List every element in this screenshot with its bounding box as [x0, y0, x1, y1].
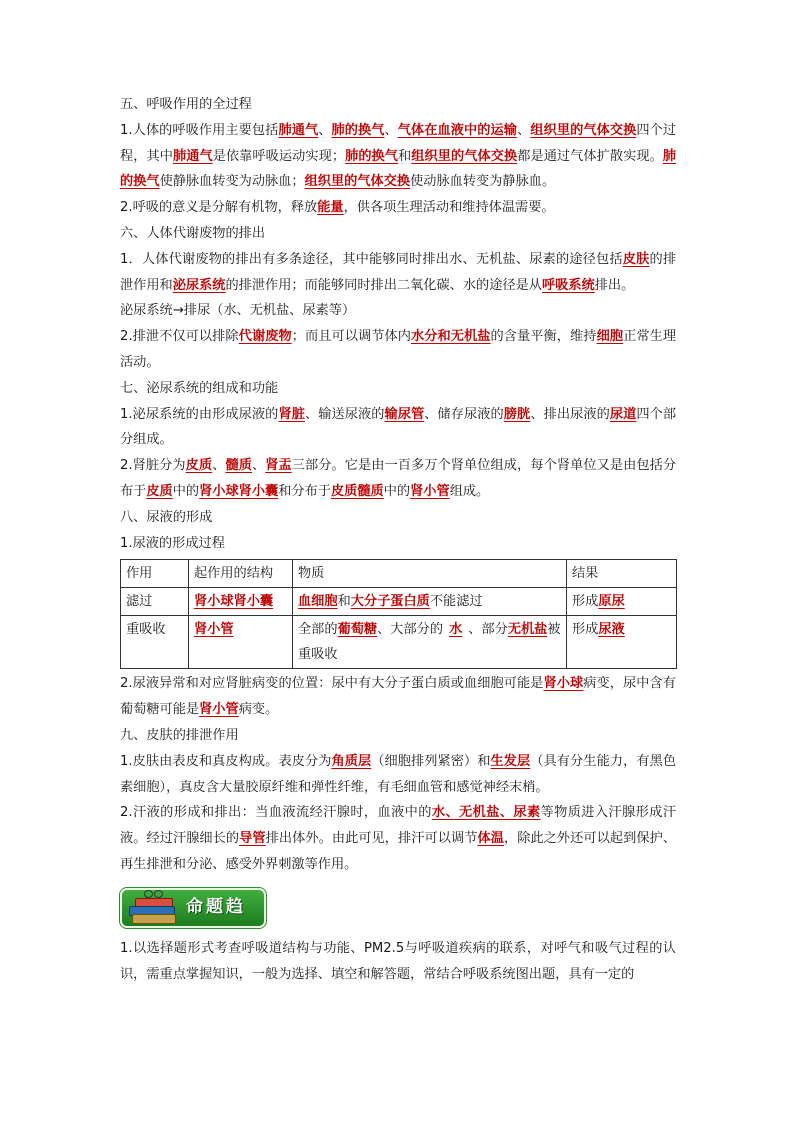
table-cell: 滤过 — [121, 588, 189, 616]
table-cell: 重吸收 — [121, 616, 189, 669]
section-title: 六、人体代谢废物的排出 — [120, 225, 266, 241]
table-cell — [189, 588, 293, 616]
answer-text: 尿液 — [598, 622, 625, 638]
document-body — [120, 92, 676, 987]
paragraph: 1.人体的呼吸作用主要包括肺通气、肺的换气、气体在血液中的运输、组织里的气体交换四个过程，其中肺通气是依靠呼吸运动实现；肺的换气和组织里的气体交换都是通过气体扩散实现。肺的换气使静脉血转变为动脉血；组织里的气体交换使动脉血转变为静脉血。 — [120, 122, 677, 190]
answer-text: 皮质 — [185, 458, 213, 474]
table-header-cell: 作用 — [121, 560, 189, 588]
table — [120, 559, 677, 669]
answer-text: 肺的换气 — [120, 148, 677, 190]
banner-title: 命题趋 — [186, 896, 246, 917]
answer-text: 体温 — [477, 831, 504, 847]
paragraph: 2.汗液的形成和排出：当血液流经汗腺时，血液中的水、无机盐、尿素等物质进入汗腺形成汗液。经过汗腺细长的导管排出体外。由此可见，排汗可以调节体温，除此之外还可以起到保护、再生排泄和分泌、感受外界刺激等作用。 — [120, 805, 677, 872]
paragraph: 1．人体代谢废物的排出有多条途径，其中能够同时排出水、无机盐、尿素的途径包括皮肤的排泄作用和泌尿系统的排泄作用；而能够同时排出二氧化碳、水的途径是从呼吸系统排出。 — [120, 251, 677, 293]
subsection-title: 1.尿液的形成过程 — [120, 535, 225, 551]
answer-text: 大分子蛋白质 — [350, 594, 430, 610]
table-row — [121, 616, 677, 669]
section-title: 九、皮肤的排泄作用 — [120, 727, 239, 743]
answer-text: 组织里的气体交换 — [411, 148, 518, 164]
answer-text: 肺通气 — [278, 122, 319, 138]
answer-text: 尿道 — [609, 406, 637, 422]
answer-text: 组织里的气体交换 — [304, 174, 411, 190]
table-cell: 血细胞和大分子蛋白质不能滤过 — [293, 588, 567, 616]
paragraph: 2.排泄不仅可以排除代谢废物；而且可以调节体内水分和无机盐的含量平衡，维持细胞正常生理活动。 — [120, 329, 677, 370]
answer-text: 肺通气 — [172, 148, 213, 164]
section-title: 五、呼吸作用的全过程 — [120, 97, 252, 112]
answer-text: 葡萄糖 — [337, 622, 378, 638]
table-row — [121, 588, 677, 616]
table-cell: 形成原尿 — [567, 588, 677, 616]
answer-text: 皮肤 — [622, 251, 650, 267]
paragraph: 泌尿系统→排尿（水、无机盐、尿素等） — [120, 303, 356, 319]
answer-text: 水分和无机盐 — [411, 329, 491, 345]
answer-text: 肾脏 — [278, 406, 305, 422]
answer-text: 无机盐 — [507, 622, 548, 638]
answer-text: 角质层 — [331, 753, 372, 769]
answer-text: 水 — [449, 622, 463, 638]
answer-text: 原尿 — [598, 594, 625, 610]
table-cell: 全部的葡萄糖、大部分的 水 、部分无机盐被重吸收 — [293, 616, 567, 669]
answer-text: 能量 — [317, 200, 344, 216]
books-icon — [126, 890, 182, 926]
answer-text: 血细胞 — [298, 594, 338, 610]
table-header-cell: 结果 — [567, 560, 677, 588]
paragraph: 2.肾脏分为皮质、髓质、肾盂三部分。它是由一百多万个肾单位组成，每个肾单位又是由包括分布于皮质中的肾小球肾小囊和分布于皮质髓质中的肾小管组成。 — [120, 458, 677, 499]
answer-text: 导管 — [239, 831, 266, 847]
answer-text: 生发层 — [490, 753, 531, 769]
answer-text: 肺的换气 — [331, 122, 385, 138]
paragraph: 2.呼吸的意义是分解有机物，释放能量，供各项生理活动和维持体温需要。 — [120, 200, 555, 216]
banner-wrapper — [120, 888, 676, 928]
answer-text: 呼吸系统 — [542, 277, 595, 293]
table-cell — [189, 616, 293, 669]
answer-text: 肾小球 — [543, 676, 584, 692]
answer-text: 肾小管 — [410, 483, 450, 499]
answer-text: 水、无机盐、尿素 — [431, 805, 541, 821]
table-header-cell: 物质 — [293, 560, 567, 588]
answer-text: 泌尿系统 — [172, 277, 226, 293]
section-title: 七、泌尿系统的组成和功能 — [120, 380, 279, 396]
answer-text: 气体在血液中的运输 — [397, 122, 518, 138]
answer-text: 膀胱 — [503, 406, 531, 422]
paragraph: 1.以选择题形式考查呼吸道结构与功能、PM2.5与呼吸道疾病的联系，对呼气和吸气过程的认识，需重点掌握知识，一般为选择、填空和解答题，常结合呼吸系统图出题，具有一定的 — [120, 940, 676, 982]
table-header-row — [121, 560, 677, 588]
urine-formation-table — [120, 559, 676, 669]
answer-text: 代谢废物 — [238, 329, 292, 345]
answer-text: 肾小管 — [194, 622, 234, 638]
answer-text: 组织里的气体交换 — [530, 122, 637, 138]
answer-text: 细胞 — [596, 329, 624, 345]
answer-text: 输尿管 — [384, 406, 425, 422]
answer-text: 肾小球肾小囊 — [194, 594, 274, 610]
answer-text: 肾盂 — [265, 458, 292, 474]
answer-text: 肾小球肾小囊 — [199, 483, 279, 499]
paragraph: 1.泌尿系统的由形成尿液的肾脏、输送尿液的输尿管、储存尿液的膀胱、排出尿液的尿道四个部分组成。 — [120, 406, 677, 448]
paragraph: 1.皮肤由表皮和真皮构成。表皮分为角质层（细胞排列紧密）和生发层（具有分生能力，有黑色素细胞），真皮含大量胶原纤维和弹性纤维，有毛细血管和感觉神经末梢。 — [120, 753, 677, 795]
answer-text: 髓质 — [225, 458, 252, 474]
exam-trend-banner — [120, 888, 266, 928]
paragraph: 2.尿液异常和对应肾脏病变的位置：尿中有大分子蛋白质或血细胞可能是肾小球病变，尿中含有葡萄糖可能是肾小管病变。 — [120, 676, 676, 718]
answer-text: 肾小管 — [199, 702, 239, 718]
answer-text: 皮质髓质 — [331, 483, 384, 499]
table-header-cell: 起作用的结构 — [189, 560, 293, 588]
table-cell: 形成尿液 — [567, 616, 677, 669]
answer-text: 皮质 — [146, 483, 173, 499]
section-title: 八、尿液的形成 — [120, 509, 213, 525]
answer-text: 肺的换气 — [345, 148, 399, 164]
